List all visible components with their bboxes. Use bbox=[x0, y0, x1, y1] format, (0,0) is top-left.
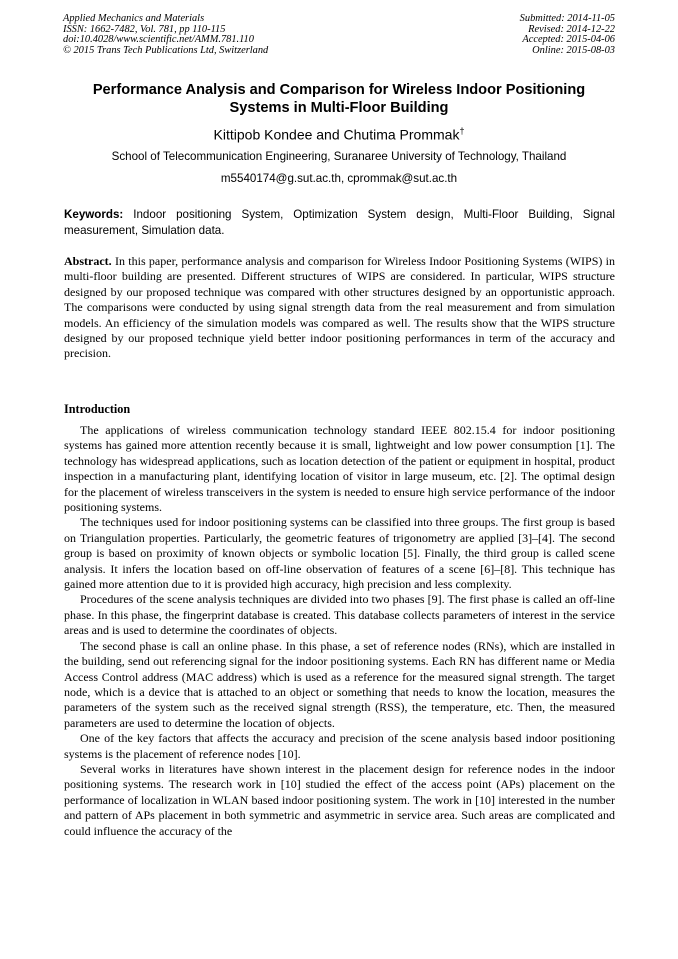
abstract-label: Abstract. bbox=[64, 254, 112, 268]
doi-line: doi:10.4028/www.scientific.net/AMM.781.110 bbox=[63, 34, 254, 46]
revised-date: Revised: 2014-12-22 bbox=[528, 23, 615, 35]
intro-paragraph-4: The second phase is call an online phase. In this phase, a set of reference nodes (RNs), which are installed in the building, send out referencing signal for the indoor positioning systems. Each RN has different name or Media Access Control address (MAC address) which is used as a reference for the measured signal strength. The target node, which is a device that is attached to an object or something that needs to know the location, measures the parameters of the system such as the received signal strength (RSS), the temperature, etc. Then, the measured parameters are used to determine the location of objects. bbox=[64, 638, 615, 730]
publication-dates bbox=[520, 14, 615, 56]
online-date: Online: 2015-08-03 bbox=[532, 44, 615, 56]
abstract-block bbox=[64, 254, 615, 362]
intro-paragraph-5: One of the key factors that affects the accuracy and precision of the scene analysis based indoor positioning systems is the placement of reference nodes [10]. bbox=[64, 731, 615, 761]
author-names: Kittipob Kondee and Chutima Prommak bbox=[213, 126, 460, 143]
introduction-heading: Introduction bbox=[64, 402, 131, 416]
submitted-date: Submitted: 2014-11-05 bbox=[519, 13, 615, 24]
intro-paragraph-2: The techniques used for indoor positioning systems can be classified into three groups. The first group is based on Triangulation properties. Particularly, the geometric features of trigonometry are applied [3]–[4]. The second group is based on proximity of known objects or symbolic location [5]. Finally, the third group is called scene analysis. It infers the location based on off-line observation of features of a scene [6]–[8]. This technique has gained more attention due to it is provided high accuracy, high precision and less complexity. bbox=[64, 515, 615, 592]
keywords-text: Indoor positioning System, Optimization System design, Multi-Floor Building, Signal measurement, Simulation data. bbox=[64, 208, 615, 237]
author-footnote-mark: † bbox=[459, 126, 465, 136]
journal-info bbox=[63, 14, 268, 56]
intro-paragraph-1: The applications of wireless communication technology standard IEEE 802.15.4 for indoor positioning systems has gained more attention recently because it is small, lightweight and low power consumption [1]. The technology has widespread applications, such as location detection of the patient or equipment in hospital, product inspection in a manufacturing plant, identifying location of visitor in large museum, etc. [2]. The optimal design for the placement of wireless transceivers in the system is needed to ensure high service performance of the indoor positioning systems. bbox=[64, 423, 615, 515]
issn-line: ISSN: 1662-7482, Vol. 781, pp 110-115 bbox=[63, 23, 226, 35]
accepted-date: Accepted: 2015-04-06 bbox=[522, 34, 615, 46]
author-list bbox=[60, 122, 618, 144]
paper-title bbox=[60, 81, 618, 117]
keywords-block bbox=[64, 207, 615, 238]
author-emails: m5540174@g.sut.ac.th, cprommak@sut.ac.th bbox=[220, 172, 458, 185]
intro-paragraph-6: Several works in literatures have shown interest in the placement design for reference nodes in the indoor positioning systems. The research work in [10] studied the effect of the access point (APs) placement on the performance of localization in WLAN based indoor positioning system. The work in [10] interested in the number and pattern of APs placement in both symmetric and asymmetric in service area. Such areas are complicated and could influence the accuracy of the bbox=[64, 761, 615, 838]
intro-paragraph-3: Procedures of the scene analysis techniques are divided into two phases [9]. The first phase is called an off-line phase. In this phase, the fingerprint database is created. This database collects parameters of interest in the service areas and is used to determine the coordinates of objects. bbox=[64, 592, 615, 638]
journal-name: Applied Mechanics and Materials bbox=[63, 13, 205, 24]
title-line-2: Systems in Multi-Floor Building bbox=[229, 100, 449, 116]
affiliation: School of Telecommunication Engineering, Suranaree University of Technology, Thailand bbox=[111, 150, 567, 163]
copyright-line: © 2015 Trans Tech Publications Ltd, Switzerland bbox=[63, 44, 269, 56]
keywords-label: Keywords: bbox=[64, 208, 124, 221]
abstract-text: In this paper, performance analysis and comparison for Wireless Indoor Positioning Systems (WIPS) in multi-floor building are presented. Different structures of WIPS are considered. In particular, WIPS structure designed by our proposed technique was compared with other structures designed by an opportunistic approach. The comparisons were conducted by using signal strength data from the real measurement and from simulation models. An efficiency of the simulation models was compared as well. The results show that the WIPS structure designed by our proposed technique yield better indoor positioning performances in term of the accuracy and precision. bbox=[64, 254, 615, 361]
title-line-1: Performance Analysis and Comparison for Wireless Indoor Positioning bbox=[92, 82, 586, 98]
introduction-body bbox=[64, 423, 615, 839]
